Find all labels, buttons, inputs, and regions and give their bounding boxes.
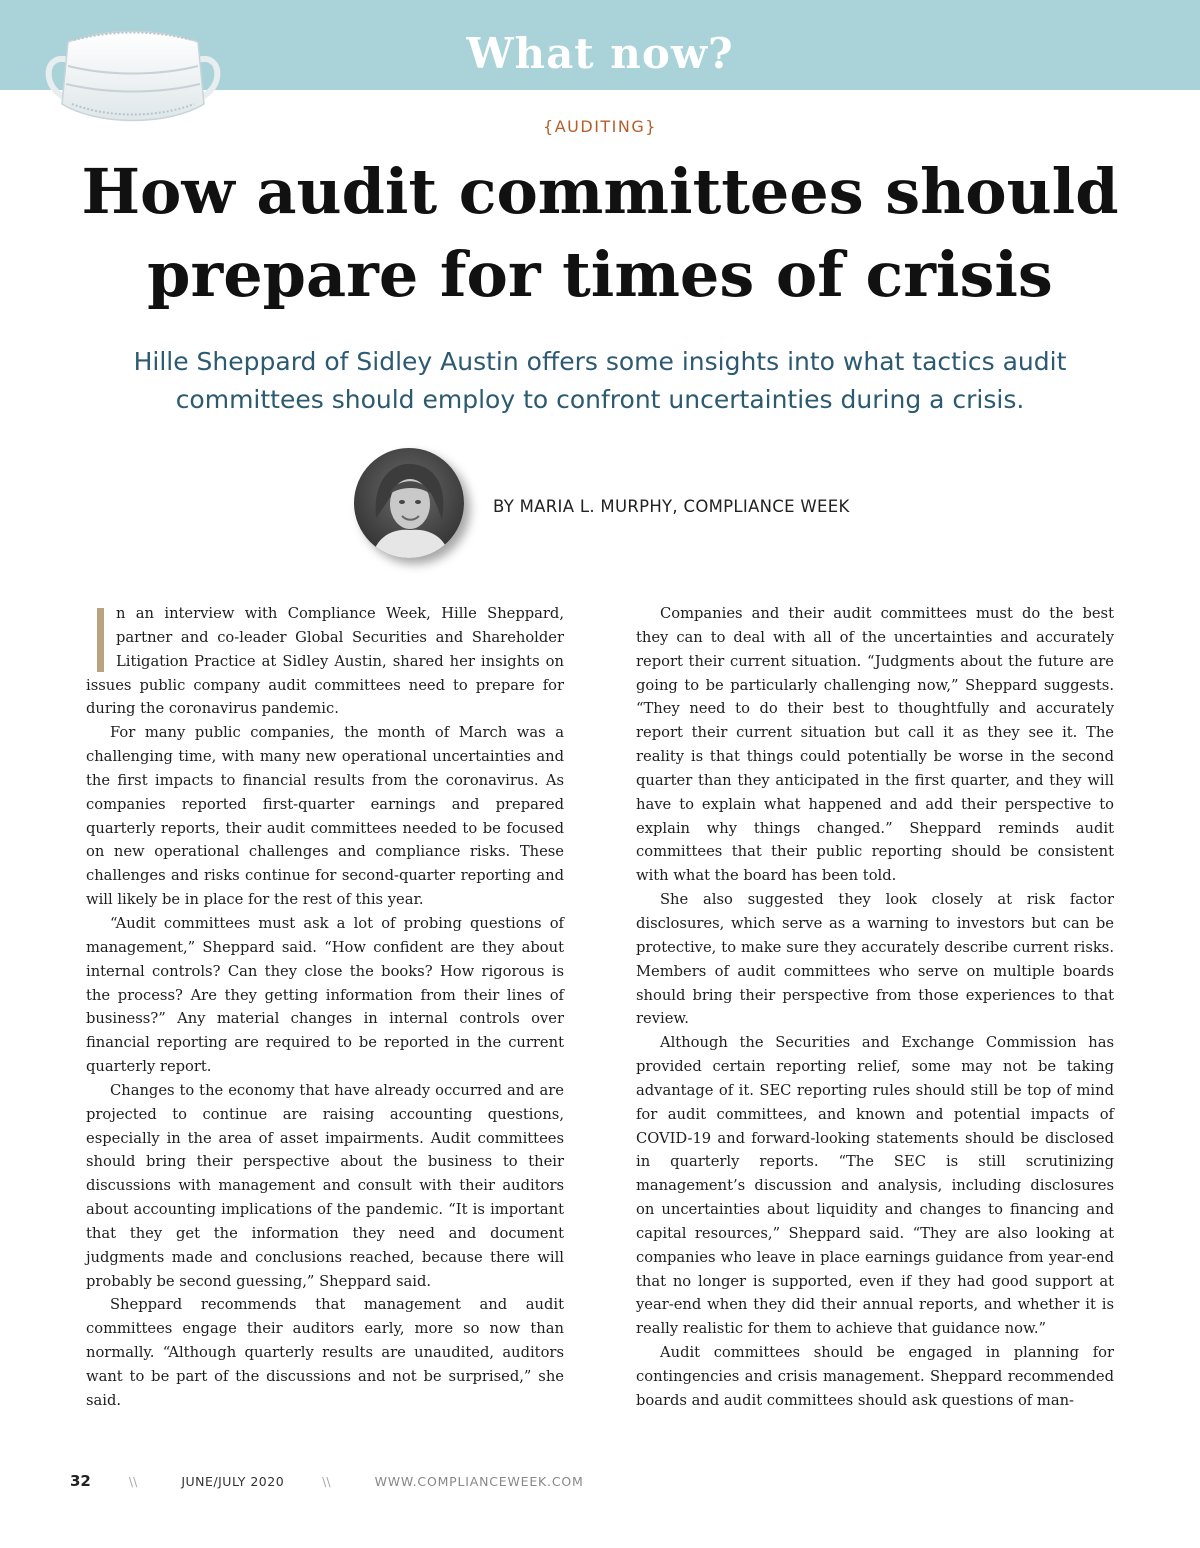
article-paragraph: She also suggested they look closely at risk factor disclosures, which serve as a warning to investors but can be protective, to make sure they accurately describe current risks. Members of audit committees who serve on multiple boards should bring their perspective from those experiences to that review. [636, 891, 1114, 1028]
article-column-right [636, 602, 1114, 1413]
page-number: 32 [70, 1472, 91, 1490]
deck: Hille Sheppard of Sidley Austin offers some insights into what tactics audit committees should employ to confront uncertainties during a crisis. [133, 347, 1067, 414]
article-paragraph: “Audit committees must ask a lot of probing questions of management,” Sheppard said. “How confident are they about internal controls? Can they close the books? How rigorous is the process? Are they getting information from their lines of business?” Any material changes in internal controls over financial reporting are required to be reported in the current quarterly report. [86, 914, 564, 1076]
dropcap-i [97, 608, 104, 672]
footer-separator: \\ [322, 1474, 331, 1489]
article-paragraph: Companies and their audit committees must do the best they can to deal with all of the uncertainties and accurately report their current situation. “Judgments about the future are going to be particularly challenging now,” Sheppard suggests. “They need to do their best to thoughtfully and accurately report their current situation but call it as they see it. The reality is that things could potentially be worse in the second quarter than they anticipated in the first quarter, and they will have to explain what happened and add their perspective to explain why things changed.” Sheppard reminds audit committees that their public reporting should be consistent with what the board has been told. [636, 605, 1114, 885]
footer-separator: \\ [128, 1474, 138, 1489]
paragraph-text: n an interview with Compliance Week, Hille Sheppard, partner and co-leader Global Securities and Shareholder Litigation Practice at Sidley Austin, shared her insights on issues public company audit committees need to prepare for during the coronavirus pandemic. [86, 605, 564, 718]
article-paragraph: For many public companies, the month of March was a challenging time, with many new operational uncertainties and the first impacts to financial results from the coronavirus. As companies reported first-quarter earnings and prepared quarterly reports, their audit committees needed to be focused on new operational challenges and compliance risks. These challenges and risks continue for second-quarter reporting and will likely be in place for the rest of this year. [86, 724, 564, 909]
article-paragraph [86, 602, 564, 721]
headline: How audit committees should prepare for times of crisis [81, 155, 1119, 311]
website-url: WWW.COMPLIANCEWEEK.COM [374, 1474, 584, 1489]
page-footer [70, 1472, 584, 1490]
article-column-left [86, 602, 564, 1413]
article-paragraph: Changes to the economy that have already occurred and are projected to continue are raising accounting questions, especially in the area of asset impairments. Audit committees should bring their perspective about the business to their discussions with management and consult with their auditors about accounting implications of the pandemic. “It is important that they get the information they need and document judgments made and conclusions reached, because there will probably be second guessing,” Sheppard said. [86, 1081, 564, 1290]
article-paragraph: Although the Securities and Exchange Commission has provided certain reporting relief, some may not be taking advantage of it. SEC reporting rules should still be top of mind for audit committees, and known and potential impacts of COVID-19 and forward-looking statements should be disclosed in quarterly reports. “The SEC is still scrutinizing management’s discussion and analysis, including disclosures on uncertainties about liquidity and changes to financing and capital resources,” Sheppard said. “They are also looking at companies who leave in place earnings guidance from year-end that no longer is supported, even if they had good support at year-end when they did their annual reports, and whether it is really realistic for them to achieve that guidance now.” [636, 1034, 1114, 1338]
article-paragraph: Audit committees should be engaged in planning for contingencies and crisis management. Sheppard recommended boards and audit committees should ask questions of man- [636, 1344, 1114, 1409]
author-portrait-image [354, 448, 464, 558]
author-portrait [354, 448, 464, 558]
banner-title: What now? [466, 29, 734, 78]
byline: BY MARIA L. MURPHY, COMPLIANCE WEEK [493, 497, 850, 516]
issue-date: JUNE/JULY 2020 [181, 1474, 285, 1489]
article-paragraph: Sheppard recommends that management and audit committees engage their auditors early, more so now than normally. “Although quarterly results are unaudited, auditors want to be part of the discussions and not be surprised,” she said. [86, 1296, 564, 1409]
section-tag: {AUDITING} [543, 117, 657, 136]
